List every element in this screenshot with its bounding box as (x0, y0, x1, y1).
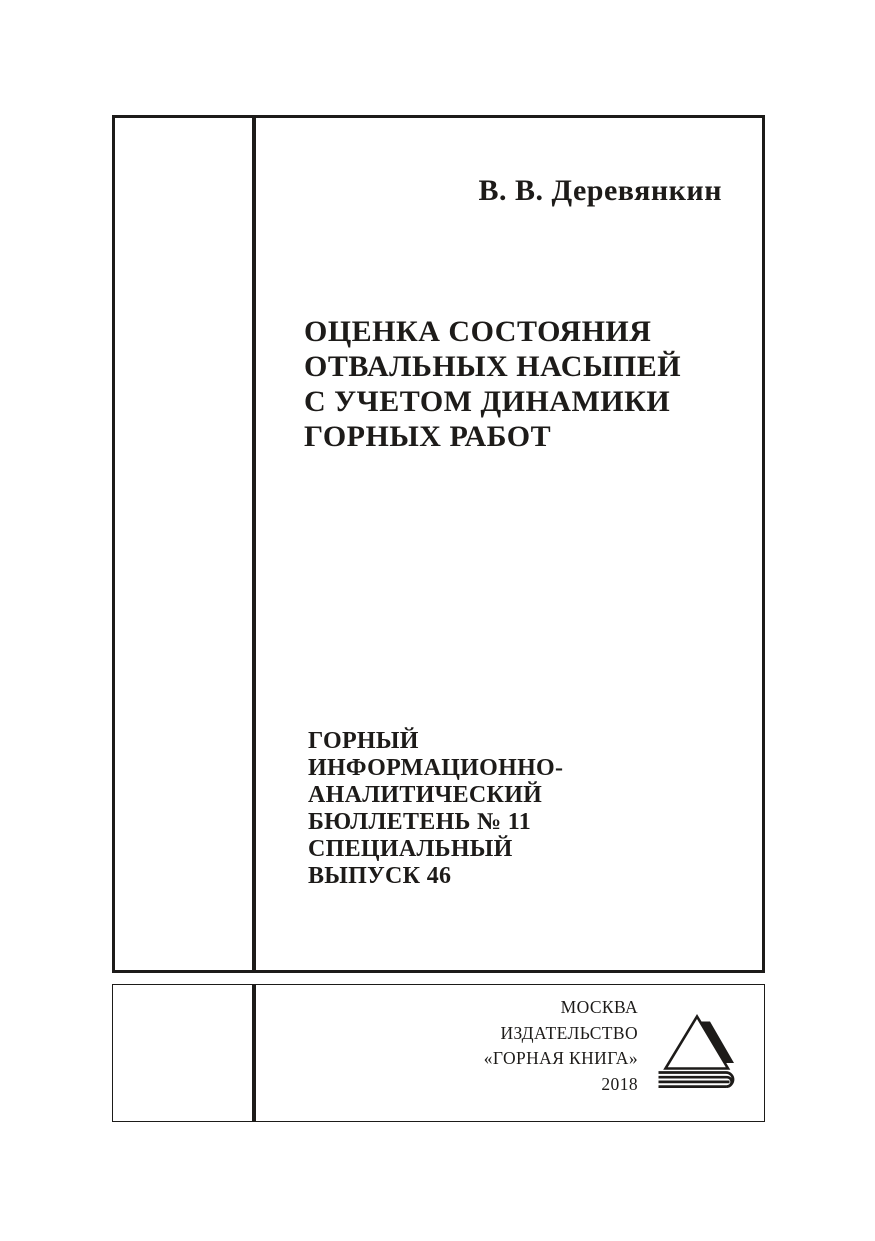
title-line: С УЧЕТОМ ДИНАМИКИ (304, 385, 671, 418)
imprint-city: МОСКВА (560, 997, 638, 1017)
series-line: ГОРНЫЙ (308, 728, 419, 754)
series-line: СПЕЦИАЛЬНЫЙ (308, 836, 513, 862)
imprint-block (256, 995, 638, 1097)
book-title (304, 314, 681, 454)
main-frame-divider (252, 115, 256, 973)
title-line: ОЦЕНКА СОСТОЯНИЯ (304, 315, 652, 348)
series-line: БЮЛЛЕТЕНЬ № 11 (308, 809, 532, 835)
mountain-book-logo (658, 1006, 742, 1090)
mountain-book-logo-svg (658, 1006, 742, 1090)
series-info (308, 728, 563, 890)
imprint-year: 2018 (601, 1073, 638, 1094)
title-line: ОТВАЛЬНЫХ НАСЫПЕЙ (304, 350, 682, 383)
imprint-publisher-name: «ГОРНАЯ КНИГА» (483, 1048, 638, 1069)
author-name: В. В. Деревянкин (478, 174, 722, 207)
imprint-publisher: ИЗДАТЕЛЬСТВО (500, 1022, 638, 1043)
series-line: ИНФОРМАЦИОННО- (308, 755, 564, 781)
series-line: АНАЛИТИЧЕСКИЙ (308, 782, 543, 808)
series-line: ВЫПУСК 46 (308, 863, 452, 889)
title-line: ГОРНЫХ РАБОТ (304, 420, 552, 453)
